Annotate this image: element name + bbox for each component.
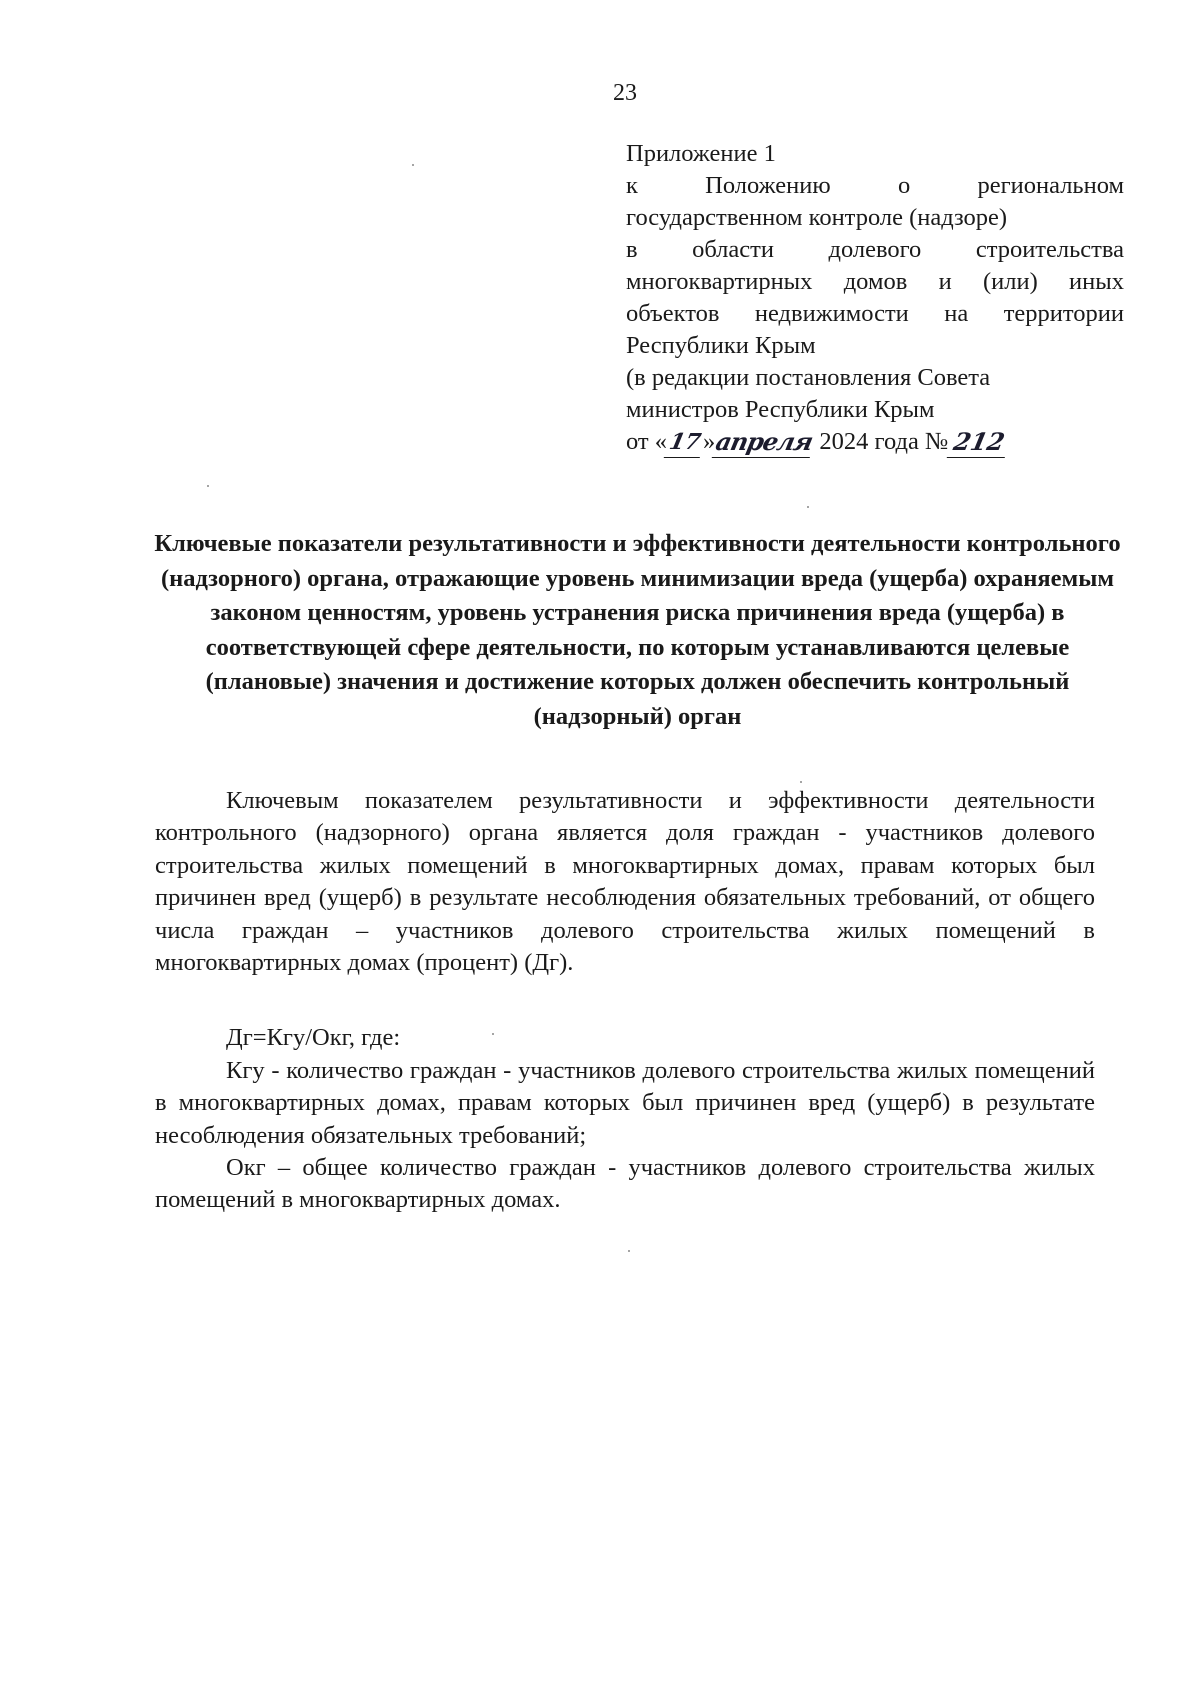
scan-speck [207, 485, 209, 487]
handwritten-day: 17 [664, 427, 707, 458]
page-number: 23 [613, 80, 637, 106]
appendix-line-6: Республики Крым [626, 332, 816, 359]
sig-year: 2024 года № [813, 428, 949, 455]
paragraph-main: Ключевым показателем результативности и эффективности деятельности контрольного (надзорного) органа является доля граждан - участников долевого строительства жилых помещений в многоквартирных домах, правам которых был причинен вред (ущерб) в результате несоблюдения обязательных требований, от общего числа граждан – участников долевого строительства жилых помещений в многоквартирных домах (процент) (Дг). [155, 787, 1095, 977]
scan-speck [492, 1033, 494, 1035]
scan-speck [807, 506, 809, 508]
sig-prefix: от « [626, 428, 668, 455]
scan-speck [628, 1250, 630, 1252]
appendix-line-4: многоквартирных домов и (или) иных [626, 268, 1124, 295]
document-title: Ключевые показатели результативности и эффективности деятельности контрольного (надзорного) органа, отражающие уровень минимизации вреда (ущерба) охраняемым законом ценностям, уровень устранения риска причинения вреда (ущерба) в соответствующей сфере деятельности, по которым устанавливаются целевые (плановые) значения и достижение которых должен обеспечить контрольный (надзорный) орган [154, 530, 1121, 730]
sig-mid: » [703, 428, 716, 455]
paragraph-okg: Окг – общее количество граждан - участников долевого строительства жилых помещений в многоквартирных домах. [155, 1154, 1095, 1214]
paragraph-kgu: Кгу - количество граждан - участников долевого строительства жилых помещений в многоквартирных домах, правам которых был причинен вред (ущерб) в результате несоблюдения обязательных требований; [155, 1056, 1095, 1149]
scan-speck [412, 164, 414, 166]
appendix-line-3: в области долевого строительства [626, 236, 1124, 263]
signature-date-line [626, 426, 1124, 458]
appendix-line-5: объектов недвижимости на территории [626, 300, 1124, 327]
appendix-block [626, 138, 1124, 458]
appendix-line-2: государственном контроле (надзоре) [626, 204, 1008, 231]
formula: Дг=Кгу/Окг, где: [226, 1024, 401, 1052]
document-body [155, 785, 1095, 1217]
appendix-line-8: министров Республики Крым [626, 396, 935, 423]
appendix-line-7: (в редакции постановления Совета [626, 364, 991, 391]
appendix-title: Приложение 1 [626, 140, 776, 167]
handwritten-number: 212 [947, 427, 1012, 458]
scan-speck [800, 781, 802, 783]
handwritten-month: апреля [713, 427, 816, 456]
appendix-line-1: к Положению о региональном [626, 172, 1124, 199]
